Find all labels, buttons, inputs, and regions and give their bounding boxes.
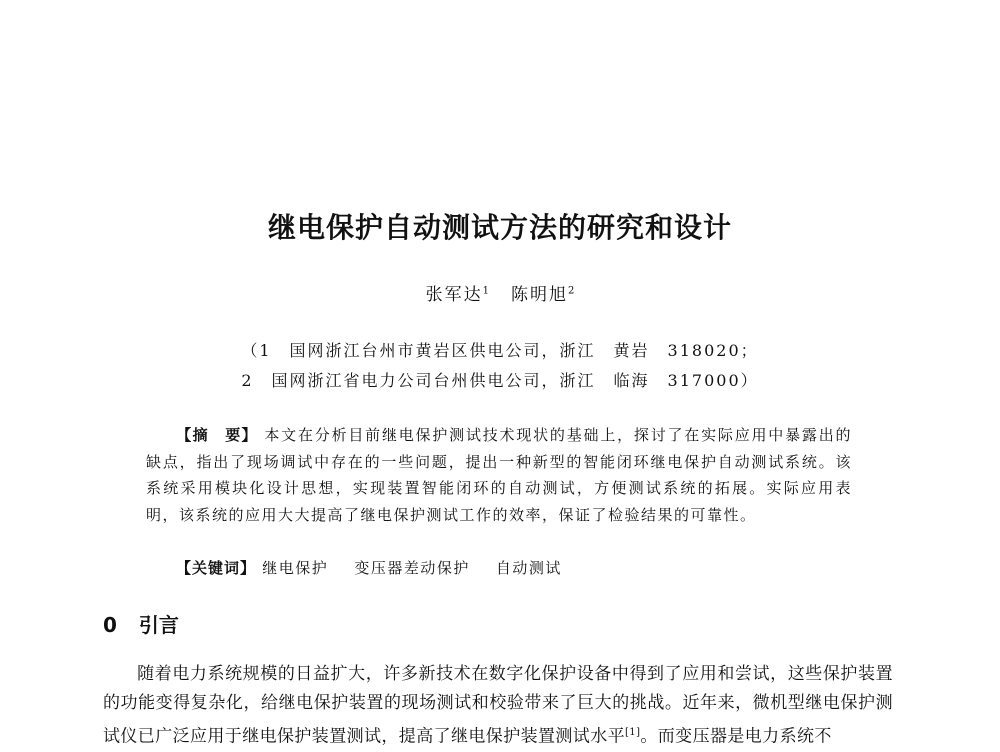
section-number: 0 — [103, 613, 117, 637]
keywords — [176, 557, 588, 578]
section-heading — [103, 609, 179, 638]
abstract-label: 【摘 要】 — [176, 426, 258, 444]
affiliation-line: 2 国网浙江省电力公司台州供电公司，浙江 临海 317000） — [241, 371, 759, 390]
author-name: 陈明旭 — [511, 285, 568, 305]
keywords-label: 【关键词】 — [176, 559, 257, 577]
paper-title: 继电保护自动测试方法的研究和设计 — [267, 211, 732, 244]
author-affiliation-mark: 1 — [482, 285, 489, 297]
author-affiliation-mark: 2 — [568, 285, 575, 297]
abstract — [146, 422, 852, 528]
keyword: 自动测试 — [495, 559, 562, 577]
body-text: 随着电力系统规模的日益扩大，许多新技术在数字化保护设备中得到了应用和尝试，这些保护装置的功能变得复杂化，给继电保护装置的现场测试和校验带来了巨大的挑战。近年来，微机型继电保护测试仪已广泛应用于继电保护装置测试，提高了继电保护装置测试水平 — [103, 664, 893, 747]
author-name: 张军达 — [425, 285, 483, 305]
citation-ref: [1] — [625, 727, 641, 738]
keyword: 继电保护 — [262, 559, 329, 577]
section-title: 引言 — [138, 613, 179, 637]
keyword: 变压器差动保护 — [354, 559, 470, 577]
author-list — [0, 280, 1000, 305]
abstract-text: 本文在分析目前继电保护测试技术现状的基础上，探讨了在实际应用中暴露出的缺点，指出了现场调试中存在的一些问题，提出一种新型的智能闭环继电保护自动测试系统。该系统采用模块化设计思想，实现装置智能闭环的自动测试，方便测试系统的拓展。实际应用表明，该系统的应用大大提高了继电保护测试工作的效率，保证了检验结果的可靠性。 — [146, 426, 852, 524]
affiliation-line: （1 国网浙江台州市黄岩区供电公司，浙江 黄岩 318020； — [241, 341, 759, 360]
body-paragraph — [103, 660, 893, 752]
body-text: 。而变压器是电力系统不 — [640, 726, 832, 747]
